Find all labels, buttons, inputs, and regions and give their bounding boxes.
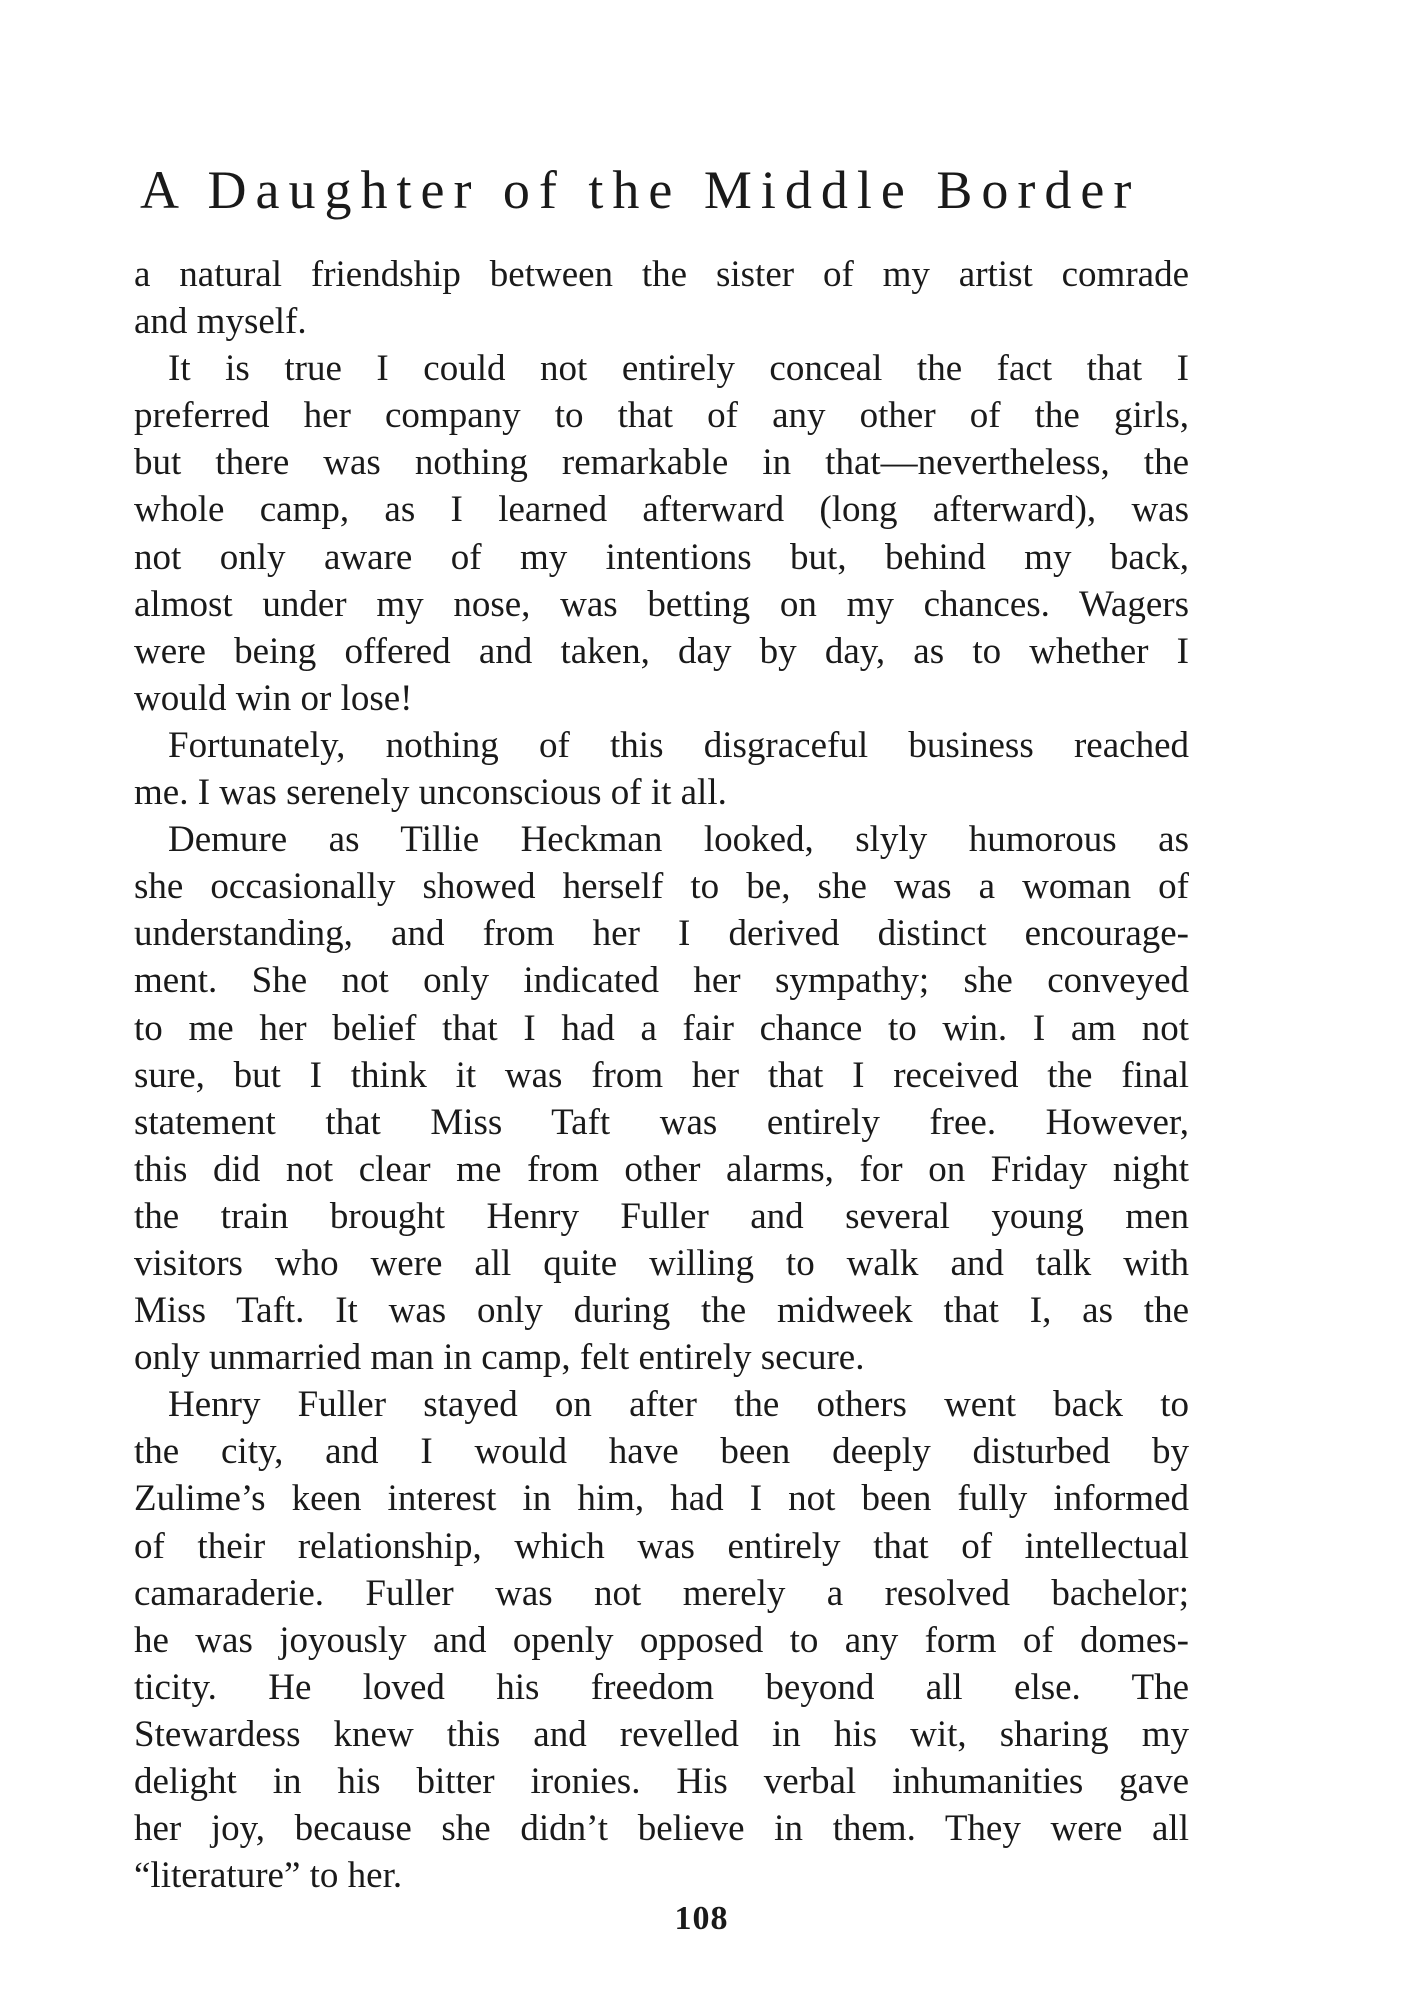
- text-line: me. I was serenely unconscious of it all.: [134, 772, 727, 814]
- text-line: not only aware of my intentions but, behind my back,: [134, 536, 1189, 578]
- paragraph-first-line: It is true I could not entirely conceal the fact that I: [168, 348, 1189, 390]
- text-line: whole camp, as I learned afterward (long afterward), was: [134, 489, 1189, 531]
- text-line: sure, but I think it was from her that I received the final: [134, 1054, 1189, 1096]
- text-line: delight in his bitter ironies. His verbal inhumanities gave: [134, 1761, 1189, 1802]
- text-line: would win or lose!: [134, 677, 413, 719]
- text-line: Stewardess knew this and revelled in his wit, sharing my: [134, 1713, 1189, 1755]
- text-line: she occasionally showed herself to be, she was a woman of: [134, 866, 1189, 908]
- text-line: he was joyously and openly opposed to any form of domes-: [134, 1619, 1189, 1661]
- paragraph-first-line: Demure as Tillie Heckman looked, slyly humorous as: [168, 819, 1189, 861]
- text-line: a natural friendship between the sister of my artist comrade: [134, 254, 1189, 295]
- text-line: this did not clear me from other alarms, for on Friday night: [134, 1148, 1189, 1190]
- text-line: to me her belief that I had a fair chance to win. I am not: [134, 1007, 1189, 1049]
- text-line: Miss Taft. It was only during the midweek that I, as the: [134, 1290, 1189, 1332]
- text-line: almost under my nose, was betting on my chances. Wagers: [134, 583, 1189, 625]
- text-line: were being offered and taken, day by day, as to whether I: [134, 630, 1189, 672]
- text-line: ticity. He loved his freedom beyond all else. The: [134, 1666, 1189, 1708]
- text-line: only unmarried man in camp, felt entirely secure.: [134, 1337, 865, 1379]
- text-line: camaraderie. Fuller was not merely a resolved bachelor;: [134, 1572, 1189, 1614]
- text-line: the train brought Henry Fuller and several young men: [134, 1195, 1189, 1237]
- text-line: her joy, because she didn’t believe in them. They were all: [134, 1808, 1189, 1850]
- text-line: the city, and I would have been deeply disturbed by: [134, 1431, 1189, 1473]
- text-line: “literature” to her.: [134, 1855, 403, 1897]
- text-line: ment. She not only indicated her sympathy; she conveyed: [134, 960, 1189, 1002]
- text-line: but there was nothing remarkable in that—nevertheless, the: [134, 442, 1189, 484]
- text-line: and myself.: [134, 301, 307, 343]
- body-text: [134, 251, 1189, 1899]
- paragraph-first-line: Fortunately, nothing of this disgraceful business reached: [168, 724, 1189, 766]
- running-head: A Daughter of the Middle Border: [140, 160, 1141, 220]
- page-number: 108: [674, 1900, 729, 1937]
- text-line: visitors who were all quite willing to walk and talk with: [134, 1242, 1189, 1284]
- text-line: of their relationship, which was entirely that of intellectual: [134, 1525, 1189, 1567]
- text-line: statement that Miss Taft was entirely free. However,: [134, 1101, 1189, 1143]
- paragraph-first-line: Henry Fuller stayed on after the others went back to: [168, 1384, 1189, 1426]
- text-line: understanding, and from her I derived distinct encourage-: [134, 913, 1189, 955]
- text-line: Zulime’s keen interest in him, had I not been fully informed: [134, 1478, 1189, 1520]
- text-line: preferred her company to that of any other of the girls,: [134, 395, 1189, 437]
